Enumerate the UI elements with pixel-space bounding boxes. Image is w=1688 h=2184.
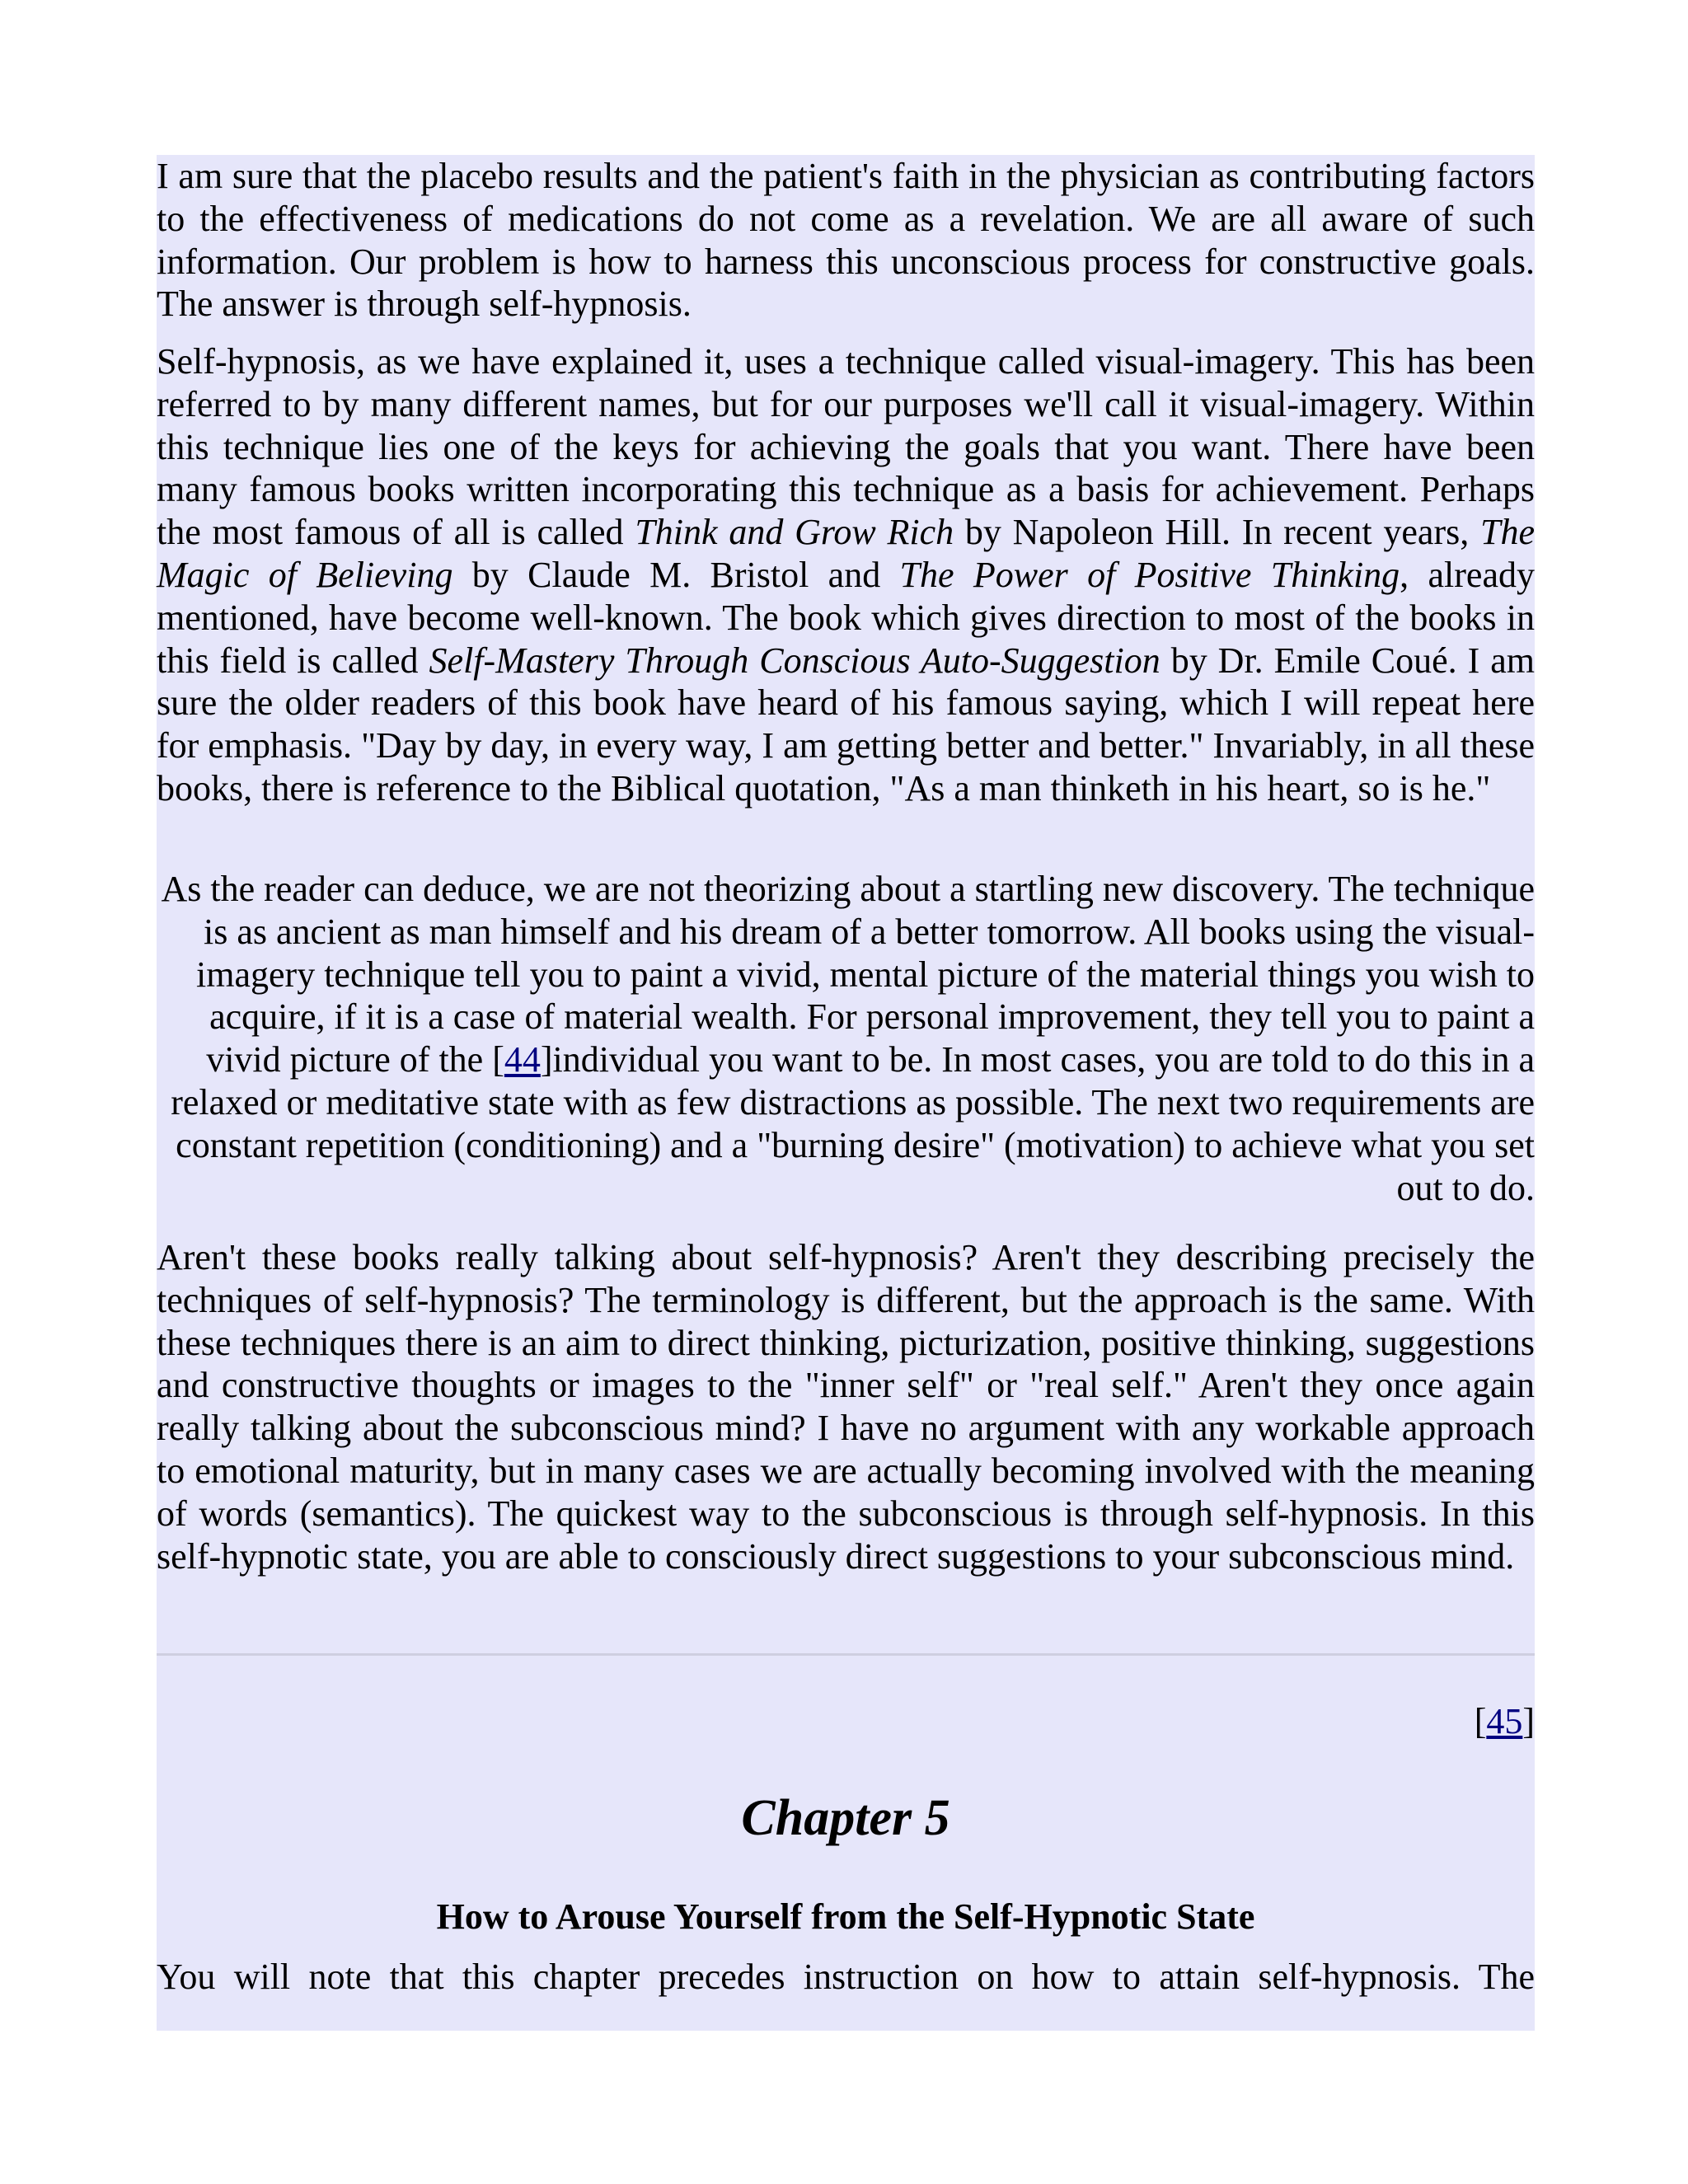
paragraph-text: by Claude M. Bristol and [452,554,900,595]
paragraph-text: by Napoleon Hill. In recent years, [954,512,1480,553]
section-divider [157,1653,1535,1656]
paragraph-placebo: I am sure that the placebo results and the patient's faith in the physician as contributing factors to the effectiveness of medications do not come as a revelation. We are all aware of such information. Our problem is how to harness this unconscious process for constructive goals. The answer is through self-hypnosis. [157,156,1535,325]
paragraph-self-hypnosis-books: Aren't these books really talking about self-hypnosis? Aren't they describing precisely the techniques of self-hypnosis? The terminology is different, but the approach is the same. With these techniques there is an aim to direct thinking, picturization, positive thinking, suggestions and constructive thoughts or images to the "inner self" or "real self." Aren't they once again really talking about the subconscious mind? I have no argument with any workable approach to emotional maturity, but in many cases we are actually becoming involved with the meaning of words (semantics). The quickest way to the subconscious is through self-hypnosis. In this self-hypnotic state, you are able to consciously direct suggestions to your subconscious mind. [157,1237,1535,1577]
paragraph-text: , already mentioned, have become well-known. The book which gives direction to most of the books in this field is called [157,554,1535,681]
paragraph-text: Self-hypnosis, as we have explained it, uses a technique called visual-imagery. This has been referred to by many different names, but for our purposes we'll call it visual-imagery. Within this technique lies one of the keys for achieving the goals that you want. There have been many famous books written incorporating this technique as a basis for achievement. Perhaps the most famous of all is called [157,341,1535,553]
book-title-think-and-grow-rich: Think and Grow Rich [635,512,954,553]
chapter-title: Chapter 5 [741,1790,950,1846]
page-link-44[interactable]: 44 [504,1039,541,1080]
page-reference [1475,1700,1535,1743]
page-link-bracket: [ [492,1039,504,1080]
page-content [157,155,1535,2031]
page-link-45[interactable]: 45 [1486,1701,1523,1741]
book-title-magic-of-believing: The Magic of Believing [157,512,1535,595]
chapter-subtitle: How to Arouse Yourself from the Self-Hypnotic State [436,1896,1255,1937]
paragraph-text: by Dr. Emile Coué. I am sure the older readers of this book have heard of his famous saying, which I will repeat here for emphasis. "Day by day, in every way, I am getting better and better." Invariably, in all these books, there is reference to the Biblical quotation, "As a man thinketh in his heart, so is he." [157,640,1535,808]
paragraph-text: As the reader can deduce, we are not theorizing about a startling new discovery. The technique is as ancient as man himself and his dream of a better tomorrow. All books using the visual-imagery technique tell you to paint a vivid, mental picture of the material things you wish to acquire, if it is a case of material wealth. For personal improvement, they tell you to paint a vivid picture of the [161,869,1535,1080]
book-title-power-of-positive-thinking: The Power of Positive Thinking [899,554,1400,595]
page-ref-bracket: ] [1522,1701,1535,1741]
page-ref-bracket: [ [1474,1701,1487,1741]
page-link-bracket: ] [540,1039,553,1080]
book-title-self-mastery: Self-Mastery Through Conscious Auto-Suggestion [429,640,1160,681]
paragraph-ancient-technique [157,868,1535,1209]
paragraph-visual-imagery [157,340,1535,810]
paragraph-text: individual you want to be. In most cases, you are told to do this in a relaxed or meditative state with as few distractions as possible. The next two requirements are constant repetition (conditioning) and a "burning desire" (motivation) to achieve what you set out to do. [171,1039,1535,1208]
chapter-first-line: You will note that this chapter precedes instruction on how to attain self-hypnosis. The [157,1957,1535,1997]
